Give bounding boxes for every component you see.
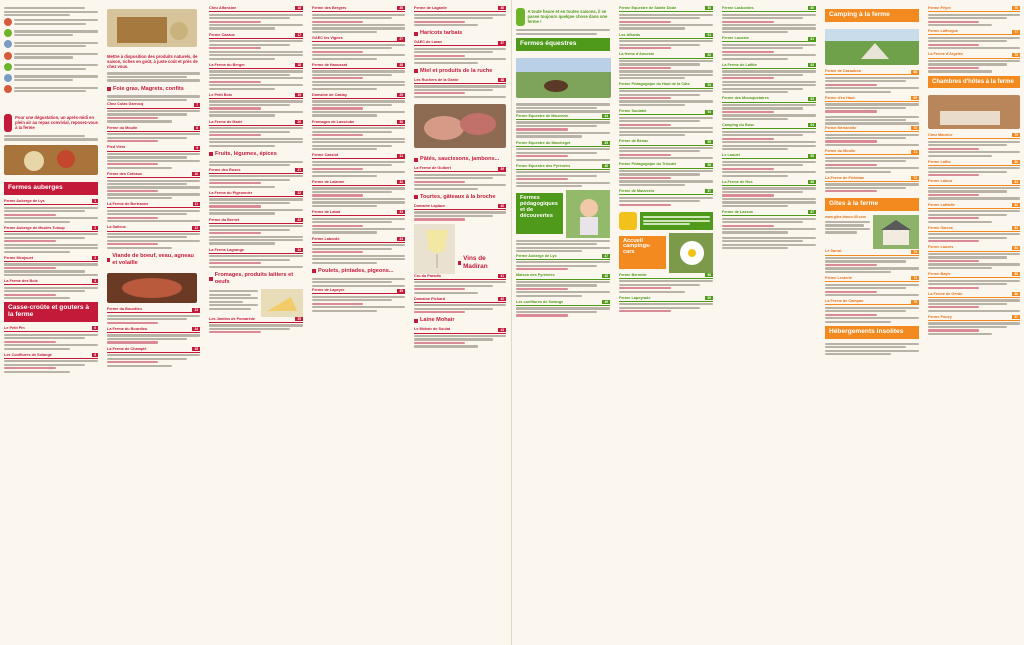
- list-item: Cru du Paradis 41: [414, 274, 506, 294]
- list-item: Ferme de Mauvezin 57: [619, 189, 713, 206]
- picnic-basket-photo: [107, 9, 197, 47]
- column-1: [0, 0, 102, 645]
- list-item: Ferme Equestre de Mauvezin 44: [516, 114, 610, 138]
- column-9: [821, 0, 923, 645]
- list-item: La Ferme de Ros 66: [722, 180, 816, 207]
- legend-row: [4, 63, 98, 71]
- list-item: Domaine Pichard 42: [414, 297, 506, 314]
- list-item: Ferme Cazaux 17: [209, 33, 303, 60]
- section-campings-cars: Accueil campings-cars: [619, 236, 666, 269]
- list-item: La Ferme de Campan 75: [825, 299, 919, 323]
- list-item: Ferme Latour 81: [928, 179, 1020, 199]
- column-5: [410, 0, 510, 645]
- list-item: Ferme Lafforgue 77: [928, 29, 1020, 49]
- wine-glass-photo: [414, 224, 455, 274]
- pedagogique-block: [516, 190, 610, 238]
- list-item: Ferme Laborde 34: [312, 237, 405, 264]
- list-item: Ferme de Cazaubon 68: [825, 69, 919, 93]
- section-fermes-pedagogiques: Fermes pédagogiques et de découvertes: [516, 193, 563, 234]
- subsection-poulets: Poulets, pintades, pigeons...: [312, 268, 405, 275]
- list-item: Ferme Equestre de Sainte Dode 50: [619, 6, 713, 30]
- list-item: Fromages de Lasséube 30: [312, 120, 405, 151]
- column-7: [615, 0, 717, 645]
- text-line: [4, 7, 85, 9]
- list-item: La Ferme de Bertranne 11: [107, 202, 200, 222]
- list-item: Le Petit Bois 19: [209, 93, 303, 117]
- list-item: Ferme Lauzes 84: [928, 245, 1020, 269]
- list-item: Ferme Cassiot 31: [312, 153, 405, 177]
- brand-block: [4, 112, 98, 134]
- daisy-photo: [669, 233, 713, 273]
- list-item: Ferme Merlanette 70: [825, 126, 919, 146]
- legend-row: [4, 18, 98, 26]
- text-line: [4, 11, 98, 13]
- list-item: La Ferme d'Argelès 78: [928, 52, 1020, 72]
- brand-title: Pour une dégustation, un après-midi en plein air au repas convivial, reposez-vous à la ferme: [15, 115, 98, 131]
- list-item: La Ferme de Lafitte 62: [722, 63, 816, 94]
- horses-photo: [516, 58, 611, 98]
- list-item: La Ferme de Guibert 39: [414, 166, 506, 190]
- list-item: Ferme Soulatet 54: [619, 109, 713, 136]
- list-item: Domaine de Castay 29: [312, 93, 405, 117]
- list-item: La Ferme de Pédebas 72: [825, 176, 919, 193]
- campings-cars-block: [619, 233, 713, 273]
- list-item: Ferme de Bénac 55: [619, 139, 713, 159]
- list-item: Le Sarrat 73: [825, 249, 919, 273]
- meat-photo: [107, 273, 197, 303]
- intro-text: A toute heure et en toutes saisons, il se passe toujours quelque chose dans une ferme !: [527, 9, 608, 25]
- list-item: Les Ruchers de la Garde 38: [414, 78, 506, 98]
- list-item: Ferme Lacoste 61: [722, 36, 816, 60]
- subsection-pates: Pâtés, saucissons, jambons...: [414, 156, 506, 163]
- column-10: [924, 0, 1024, 645]
- legend-row: [4, 85, 98, 93]
- horse-icon: [4, 74, 12, 82]
- list-item: Ferme des Coteaux 10: [107, 172, 200, 199]
- list-item: Ferme Pédagogique du Trincalé 56: [619, 162, 713, 186]
- section-fermes-equestres: Fermes équestres: [516, 38, 610, 51]
- list-item: Le Petit Pin 6: [4, 326, 98, 350]
- wine-block: [414, 224, 506, 274]
- section-fermes-auberges: Fermes auberges: [4, 182, 98, 195]
- campings-cars-logo-icon: [619, 212, 637, 230]
- legend-row: [4, 52, 98, 60]
- legend-row: [4, 29, 98, 37]
- list-item: Ferme des Bergers 26: [312, 6, 405, 33]
- list-item: Les Jardins de Pomarède 25: [209, 317, 303, 334]
- subsection-laine: Laine Mohair: [414, 317, 506, 324]
- child-photo: [566, 190, 610, 238]
- cheese-block: [209, 289, 303, 317]
- column-6: [511, 0, 614, 645]
- cup-icon: [4, 40, 12, 48]
- list-item: Ferme Equestre des Pyrénées 46: [516, 164, 610, 188]
- gites-site: www.gites-france-65.com: [825, 215, 866, 220]
- list-item: Ferme de Lagarde 36: [414, 6, 506, 26]
- list-item: Ferme Lesterle 74: [825, 276, 919, 296]
- loisirs-logo-icon: [516, 8, 525, 26]
- legend-row: [4, 40, 98, 48]
- list-item: Ferme Pouey 87: [928, 315, 1020, 335]
- section-chambres: Chambres d'hôtes à la ferme: [928, 76, 1020, 88]
- list-item: Ferme de Lalanne 32: [312, 180, 405, 207]
- list-item: Ferme de Labat 33: [312, 210, 405, 234]
- list-item: La Ferme de Gerde 86: [928, 292, 1020, 312]
- list-item: Domaine Laplace 40: [414, 204, 506, 221]
- subsection-tourtes: Tourtes, gâteaux à la broche: [414, 194, 506, 201]
- list-item: La Ferme du Bourdieu 14: [107, 327, 200, 344]
- subsection-miel: Miel et produits de la ruche: [414, 68, 506, 75]
- list-item: Maison des Pyrénées 48: [516, 273, 610, 297]
- legend-row: [4, 74, 98, 82]
- list-item: Ferme des Roses 21: [209, 168, 303, 188]
- intro-block: [516, 6, 610, 28]
- tent-photo: [825, 29, 919, 65]
- basket-icon: [4, 52, 12, 60]
- list-item: Ferme du Moulin 8: [107, 126, 200, 143]
- list-item: Ferme Auberge de Moulès Tuloup 2: [4, 226, 98, 253]
- list-item: Ferme de Lapeyre 35: [312, 288, 405, 312]
- list-item: Pied Viérs 9: [107, 145, 200, 169]
- list-item: Ferme de Haoussat 28: [312, 63, 405, 90]
- list-item: Le Laouet 65: [722, 153, 816, 177]
- list-item: La ferme d'Ancoste 52: [619, 52, 713, 79]
- gites-block: [825, 215, 919, 249]
- subsection-viande: Viande de boeuf, veau, agneau et volaille: [107, 253, 200, 267]
- section-gites: Gîtes à la ferme: [825, 198, 919, 211]
- subsection-vins: Vins de Madiran: [458, 255, 506, 271]
- list-item: Ferme Lasbordes 60: [722, 6, 816, 33]
- callout-text: [640, 212, 713, 230]
- list-item: GAEC les Vignes 27: [312, 36, 405, 60]
- campings-cars-logo-row: [619, 209, 713, 233]
- list-item: GAEC de Laran 37: [414, 40, 506, 64]
- list-item: Ferme de Lassus 67: [722, 210, 816, 234]
- list-item: Ferme Equestre du Marchéget 45: [516, 141, 610, 161]
- column-3: [205, 0, 307, 645]
- leaf-icon: [4, 29, 12, 37]
- list-item: La Ferme de Mariè 20: [209, 120, 303, 147]
- list-item: Chez Alfonsine 16: [209, 6, 303, 30]
- tree-icon: [4, 63, 12, 71]
- list-item: Ferme Auberge de Lys 47: [516, 254, 610, 271]
- subsection-fromages: Fromages, produits laitiers et oeufs: [209, 272, 303, 286]
- subsection-fruits: Fruits, légumes, épices: [209, 151, 303, 158]
- house-icon: [4, 85, 12, 93]
- cheese-photo: [261, 289, 303, 317]
- list-item: Ferme Laffaille 82: [928, 203, 1020, 223]
- list-item: La Ferme du Pigeonnier 22: [209, 191, 303, 215]
- list-item: La Ferme du Berger 18: [209, 63, 303, 90]
- charcuterie-photo: [414, 104, 506, 148]
- list-item: Ferme Bayle 85: [928, 272, 1020, 289]
- list-item: Ferme Lafite 80: [928, 160, 1020, 177]
- list-item: Ferme du Bernet 23: [209, 218, 303, 245]
- list-item: Ferme des Mousquetaires 63: [722, 96, 816, 120]
- list-item: Camping du Bosc 64: [722, 123, 816, 150]
- bienvenue-logo-icon: [4, 114, 12, 132]
- list-item: La Ferme Lagrange 24: [209, 248, 303, 268]
- meal-photo: [4, 145, 98, 175]
- column-8: [718, 0, 820, 645]
- subsection-foie-gras: Foie gras, Magrets, confits: [107, 86, 200, 93]
- list-item: Les confitures de Solange 49: [516, 300, 610, 317]
- list-item: Ferme Garros 83: [928, 226, 1020, 243]
- list-item: Les Confitures de Solange 5: [4, 353, 98, 373]
- section-camping: Camping à la ferme: [825, 9, 919, 22]
- list-item: Chez Maurice 79: [928, 133, 1020, 157]
- list-item: Ferme Lapeyrade 59: [619, 296, 713, 313]
- list-item: La Salieux 12: [107, 225, 200, 249]
- bottle-icon: [4, 18, 12, 26]
- list-item: La Ferme de Champié 15: [107, 347, 200, 367]
- text-line: [4, 14, 70, 16]
- list-item: Les Alliants 51: [619, 33, 713, 50]
- list-item: La Ferme des Bois 4: [4, 279, 98, 299]
- column-2: [103, 0, 204, 645]
- list-item: Ferme Pédagogique du Haut de la Côte 53: [619, 82, 713, 106]
- list-item: Chez Colas Garrocq 7: [107, 102, 200, 122]
- list-item: Ferme Bernède 58: [619, 273, 713, 293]
- gite-house-photo: [873, 215, 919, 249]
- list-item: Ferme du Moulin 71: [825, 149, 919, 173]
- intro-text: Mettre à disposition des produits naturels, de saison, riches en goût, à juste coût et près de chez vous.: [107, 54, 198, 70]
- list-item: Ferme d'en Haut 69: [825, 96, 919, 113]
- column-4: [308, 0, 409, 645]
- list-item: Ferme Auberge de Lys 1: [4, 199, 98, 223]
- list-item: Le Mohair de Soulat 43: [414, 327, 506, 347]
- subsection-haricots: Haricots tarbais: [414, 30, 506, 37]
- bedroom-photo: [928, 95, 1020, 129]
- list-item: Ferme Menjouet 3: [4, 256, 98, 276]
- list-item: Ferme du Bourdieu 13: [107, 307, 200, 324]
- section-insolites: Hébergements insolites: [825, 326, 919, 339]
- list-item: Ferme Pèyre 76: [928, 6, 1020, 26]
- section-casse-croute: Casse-croûte et gouters à la ferme: [4, 302, 98, 322]
